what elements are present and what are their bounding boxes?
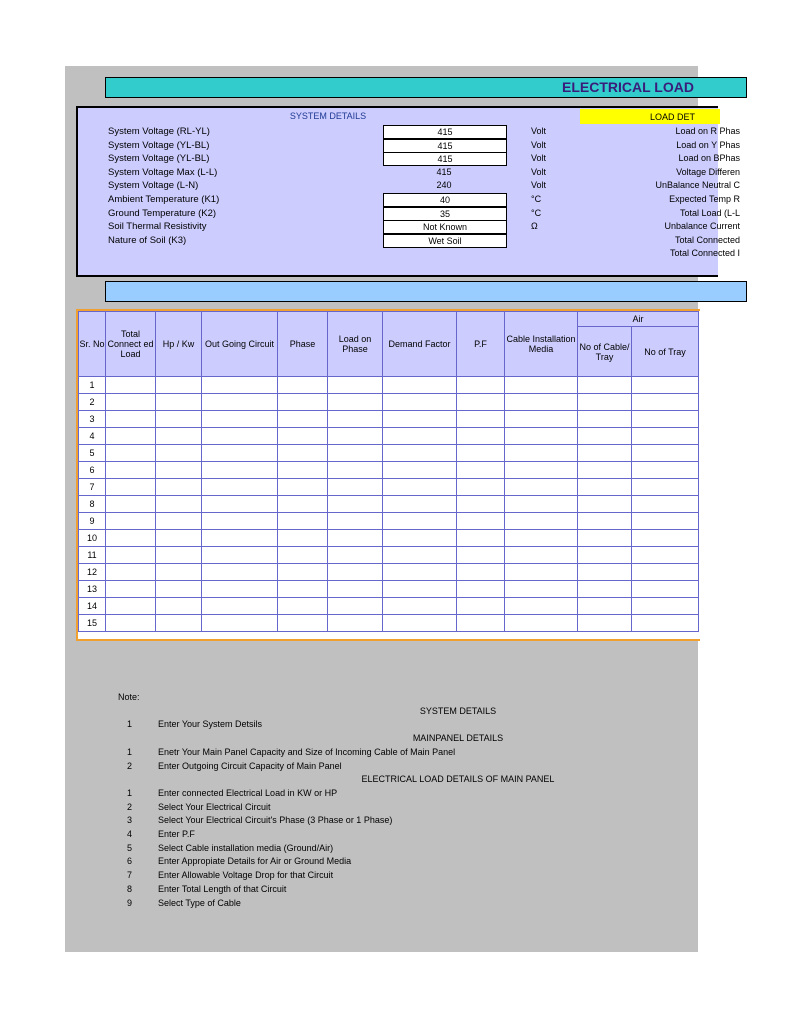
notes-text: Enter Appropiate Details for Air or Ground Media bbox=[158, 856, 352, 867]
table-cell[interactable] bbox=[202, 411, 278, 428]
load-detail-label: Expected Temp R bbox=[669, 194, 740, 204]
table-cell[interactable] bbox=[328, 615, 383, 632]
table-cell[interactable] bbox=[106, 598, 156, 615]
table-cell[interactable] bbox=[383, 411, 457, 428]
load-detail-label: Voltage Differen bbox=[676, 166, 740, 177]
table-cell[interactable] bbox=[202, 564, 278, 581]
table-cell[interactable] bbox=[505, 428, 578, 445]
table-cell[interactable] bbox=[505, 564, 578, 581]
table-cell[interactable] bbox=[632, 581, 699, 598]
row-number: 10 bbox=[79, 530, 106, 547]
table-row bbox=[79, 581, 699, 598]
notes-number: 1 bbox=[127, 746, 133, 757]
table-row bbox=[79, 428, 699, 445]
notes-number: 9 bbox=[127, 897, 133, 908]
table-cell[interactable] bbox=[106, 496, 156, 513]
table-cell[interactable] bbox=[202, 547, 278, 564]
table-cell[interactable] bbox=[457, 394, 505, 411]
table-row bbox=[79, 530, 699, 547]
table-cell[interactable] bbox=[632, 496, 699, 513]
notes-text: Enetr Your Main Panel Capacity and Size of Incoming Cable of Main Panel bbox=[158, 746, 456, 757]
table-cell[interactable] bbox=[156, 513, 202, 530]
table-cell[interactable] bbox=[505, 479, 578, 496]
table-cell[interactable] bbox=[328, 411, 383, 428]
notes-text: Enter Your System Detsils bbox=[158, 719, 263, 730]
table-cell[interactable] bbox=[578, 377, 632, 394]
table-cell[interactable] bbox=[383, 581, 457, 598]
row-number: 9 bbox=[79, 513, 106, 530]
table-cell[interactable] bbox=[383, 530, 457, 547]
header-load-on-phase: Load on Phase bbox=[328, 312, 383, 377]
system-detail-unit: Volt bbox=[531, 153, 547, 164]
table-cell[interactable] bbox=[457, 547, 505, 564]
table-cell[interactable] bbox=[106, 581, 156, 598]
table-cell[interactable] bbox=[328, 479, 383, 496]
table-cell[interactable] bbox=[457, 377, 505, 394]
load-detail-label: Load on R Phas bbox=[675, 126, 740, 136]
table-cell[interactable] bbox=[578, 462, 632, 479]
system-detail-label: System Voltage (YL-BL) bbox=[108, 153, 210, 165]
notes-number: 2 bbox=[127, 760, 133, 771]
table-cell[interactable] bbox=[156, 462, 202, 479]
table-cell[interactable] bbox=[202, 598, 278, 615]
table-cell[interactable] bbox=[632, 411, 699, 428]
table-cell[interactable] bbox=[457, 462, 505, 479]
notes-text: Select Cable installation media (Ground/Air) bbox=[158, 842, 334, 853]
table-cell[interactable] bbox=[457, 411, 505, 428]
table-cell[interactable] bbox=[578, 428, 632, 445]
table-cell[interactable] bbox=[106, 411, 156, 428]
table-row bbox=[79, 564, 699, 581]
load-details-panel bbox=[578, 106, 740, 277]
table-cell[interactable] bbox=[278, 445, 328, 462]
table-cell[interactable] bbox=[278, 462, 328, 479]
table-cell[interactable] bbox=[328, 530, 383, 547]
table-cell[interactable] bbox=[278, 394, 328, 411]
table-cell[interactable] bbox=[457, 513, 505, 530]
table-cell[interactable] bbox=[632, 530, 699, 547]
table-cell[interactable] bbox=[505, 377, 578, 394]
table-cell[interactable] bbox=[578, 411, 632, 428]
table-row bbox=[79, 615, 699, 632]
load-detail-label: Total Connected bbox=[674, 234, 740, 245]
table-cell[interactable] bbox=[632, 564, 699, 581]
table-cell[interactable] bbox=[632, 377, 699, 394]
system-detail-value[interactable]: Not Known bbox=[383, 220, 507, 234]
table-cell[interactable] bbox=[632, 547, 699, 564]
table-cell[interactable] bbox=[156, 547, 202, 564]
table-cell[interactable] bbox=[278, 581, 328, 598]
header-outgoing-circuit: Out Going Circuit bbox=[202, 312, 278, 377]
table-cell[interactable] bbox=[505, 394, 578, 411]
header-cable-installation-media: Cable Installation Media bbox=[505, 312, 578, 377]
table-cell[interactable] bbox=[106, 547, 156, 564]
header-no-of-tray: No of Tray bbox=[632, 327, 699, 377]
table-cell[interactable] bbox=[202, 513, 278, 530]
table-cell[interactable] bbox=[578, 598, 632, 615]
table-row bbox=[79, 394, 699, 411]
notes-number: 2 bbox=[127, 801, 133, 812]
table-row bbox=[79, 462, 699, 479]
notes-text: Enter connected Electrical Load in KW or HP bbox=[158, 787, 338, 798]
table-cell[interactable] bbox=[383, 462, 457, 479]
table-cell[interactable] bbox=[328, 445, 383, 462]
load-detail-label: Load on BPhas bbox=[678, 153, 740, 164]
table-cell[interactable] bbox=[505, 445, 578, 462]
notes-heading: ELECTRICAL LOAD DETAILS OF MAIN PANEL bbox=[361, 774, 555, 785]
notes-heading: SYSTEM DETAILS bbox=[419, 705, 497, 716]
table-cell[interactable] bbox=[202, 377, 278, 394]
header-total-connected-load: Total Connect ed Load bbox=[106, 312, 156, 377]
system-detail-value: 240 bbox=[436, 180, 452, 191]
notes-number: 3 bbox=[127, 815, 133, 826]
row-number: 15 bbox=[79, 615, 106, 632]
table-cell[interactable] bbox=[106, 377, 156, 394]
system-detail-label: Nature of Soil (K3) bbox=[108, 234, 187, 246]
table-cell[interactable] bbox=[278, 377, 328, 394]
notes-text: Enter Total Length of that Circuit bbox=[158, 883, 287, 894]
table-cell[interactable] bbox=[278, 615, 328, 632]
notes-number: 8 bbox=[127, 883, 133, 894]
load-detail-label: Total Connected I bbox=[669, 248, 740, 259]
table-cell[interactable] bbox=[505, 513, 578, 530]
table-cell[interactable] bbox=[156, 479, 202, 496]
table-cell[interactable] bbox=[505, 581, 578, 598]
table-cell[interactable] bbox=[383, 513, 457, 530]
table-cell[interactable] bbox=[278, 530, 328, 547]
load-table bbox=[78, 311, 699, 632]
table-cell[interactable] bbox=[156, 394, 202, 411]
table-cell[interactable] bbox=[328, 394, 383, 411]
table-cell[interactable] bbox=[632, 479, 699, 496]
table-cell[interactable] bbox=[328, 496, 383, 513]
table-cell[interactable] bbox=[278, 479, 328, 496]
table-cell[interactable] bbox=[383, 394, 457, 411]
row-number: 14 bbox=[79, 598, 106, 615]
load-detail-label: UnBalance Neutral C bbox=[655, 180, 740, 191]
row-number: 12 bbox=[79, 564, 106, 581]
system-detail-label: System Voltage Max (L-L) bbox=[108, 166, 218, 178]
row-number: 8 bbox=[79, 496, 106, 513]
header-sr-no: Sr. No bbox=[79, 312, 106, 377]
table-cell[interactable] bbox=[202, 615, 278, 632]
sheet-title: ELECTRICAL LOAD bbox=[562, 79, 694, 95]
table-cell[interactable] bbox=[106, 530, 156, 547]
table-cell[interactable] bbox=[328, 581, 383, 598]
table-row bbox=[79, 598, 699, 615]
row-number: 11 bbox=[79, 547, 106, 564]
system-detail-value[interactable]: 415 bbox=[383, 152, 507, 166]
table-cell[interactable] bbox=[106, 462, 156, 479]
system-detail-unit: Ω bbox=[531, 221, 538, 232]
table-cell[interactable] bbox=[505, 530, 578, 547]
table-cell[interactable] bbox=[328, 462, 383, 479]
table-cell[interactable] bbox=[106, 394, 156, 411]
table-cell[interactable] bbox=[383, 428, 457, 445]
table-cell[interactable] bbox=[578, 496, 632, 513]
notes-number: 6 bbox=[127, 856, 133, 867]
table-cell[interactable] bbox=[457, 615, 505, 632]
header-pf: P.F bbox=[457, 312, 505, 377]
table-cell[interactable] bbox=[156, 581, 202, 598]
table-row bbox=[79, 547, 699, 564]
notes-text: Enter Allowable Voltage Drop for that Circuit bbox=[158, 870, 334, 881]
row-number: 1 bbox=[79, 377, 106, 394]
table-cell[interactable] bbox=[202, 462, 278, 479]
table-cell[interactable] bbox=[383, 377, 457, 394]
row-number: 6 bbox=[79, 462, 106, 479]
system-detail-unit: Volt bbox=[531, 126, 547, 136]
table-cell[interactable] bbox=[632, 462, 699, 479]
table-cell[interactable] bbox=[278, 564, 328, 581]
notes-number: 7 bbox=[127, 870, 133, 881]
system-detail-label: Ambient Temperature (K1) bbox=[108, 194, 220, 205]
table-cell[interactable] bbox=[505, 411, 578, 428]
table-row bbox=[79, 479, 699, 496]
table-cell[interactable] bbox=[632, 598, 699, 615]
table-cell[interactable] bbox=[383, 564, 457, 581]
row-number: 7 bbox=[79, 479, 106, 496]
table-cell[interactable] bbox=[578, 394, 632, 411]
table-cell[interactable] bbox=[106, 615, 156, 632]
table-cell[interactable] bbox=[106, 445, 156, 462]
table-cell[interactable] bbox=[457, 598, 505, 615]
row-number: 4 bbox=[79, 428, 106, 445]
table-cell[interactable] bbox=[328, 564, 383, 581]
table-cell[interactable] bbox=[457, 479, 505, 496]
system-details-heading: SYSTEM DETAILS bbox=[289, 111, 367, 121]
table-cell[interactable] bbox=[578, 547, 632, 564]
load-table-body bbox=[79, 377, 699, 632]
notes-number: 1 bbox=[127, 787, 133, 798]
table-cell[interactable] bbox=[632, 394, 699, 411]
table-cell[interactable] bbox=[383, 615, 457, 632]
table-cell[interactable] bbox=[457, 581, 505, 598]
table-cell[interactable] bbox=[578, 581, 632, 598]
load-detail-label: Unbalance Current bbox=[664, 221, 740, 232]
table-cell[interactable] bbox=[328, 598, 383, 615]
table-cell[interactable] bbox=[156, 564, 202, 581]
table-cell[interactable] bbox=[505, 462, 578, 479]
table-cell[interactable] bbox=[383, 479, 457, 496]
table-cell[interactable] bbox=[156, 598, 202, 615]
table-cell[interactable] bbox=[457, 564, 505, 581]
system-detail-label: System Voltage (RL-YL) bbox=[108, 126, 210, 137]
table-row bbox=[79, 411, 699, 428]
table-cell[interactable] bbox=[328, 547, 383, 564]
table-cell[interactable] bbox=[278, 428, 328, 445]
load-detail-label: Total Load (L-L bbox=[679, 207, 740, 218]
table-cell[interactable] bbox=[328, 428, 383, 445]
system-detail-label: System Voltage (L-N) bbox=[108, 180, 199, 192]
table-cell[interactable] bbox=[278, 411, 328, 428]
system-detail-label: System Voltage (YL-BL) bbox=[108, 139, 210, 151]
notes-text: Select Your Electrical Circuit bbox=[158, 801, 271, 812]
table-cell[interactable] bbox=[156, 445, 202, 462]
section-header-bar bbox=[105, 281, 747, 302]
table-cell[interactable] bbox=[457, 428, 505, 445]
system-detail-value: 415 bbox=[436, 166, 452, 177]
system-detail-value[interactable]: 415 bbox=[383, 125, 507, 139]
notes-number: 5 bbox=[127, 842, 133, 853]
notes-text: Enter P.F bbox=[158, 829, 195, 839]
spreadsheet-sheet bbox=[65, 66, 740, 952]
table-cell[interactable] bbox=[106, 564, 156, 581]
table-cell[interactable] bbox=[632, 615, 699, 632]
table-cell[interactable] bbox=[328, 513, 383, 530]
table-cell[interactable] bbox=[106, 513, 156, 530]
system-detail-unit: Volt bbox=[531, 180, 547, 191]
table-cell[interactable] bbox=[383, 547, 457, 564]
table-cell[interactable] bbox=[457, 496, 505, 513]
row-number: 5 bbox=[79, 445, 106, 462]
table-cell[interactable] bbox=[505, 615, 578, 632]
header-demand-factor: Demand Factor bbox=[383, 312, 457, 377]
notes-number: 1 bbox=[127, 719, 133, 730]
header-hp-kw: Hp / Kw bbox=[156, 312, 202, 377]
table-cell[interactable] bbox=[202, 496, 278, 513]
table-cell[interactable] bbox=[278, 547, 328, 564]
table-cell[interactable] bbox=[156, 377, 202, 394]
system-detail-label: Soil Thermal Resistivity bbox=[108, 221, 207, 233]
table-cell[interactable] bbox=[202, 394, 278, 411]
table-cell[interactable] bbox=[578, 615, 632, 632]
table-cell[interactable] bbox=[578, 445, 632, 462]
load-details-heading: LOAD DET bbox=[650, 112, 696, 122]
table-cell[interactable] bbox=[578, 564, 632, 581]
table-cell[interactable] bbox=[632, 428, 699, 445]
system-detail-unit: °C bbox=[531, 194, 542, 204]
header-no-of-cable-tray: No of Cable/ Tray bbox=[578, 327, 632, 377]
table-cell[interactable] bbox=[505, 598, 578, 615]
notes-label: Note: bbox=[118, 692, 140, 702]
notes-text: Enter Outgoing Circuit Capacity of Main Panel bbox=[158, 760, 342, 771]
table-cell[interactable] bbox=[278, 496, 328, 513]
table-cell[interactable] bbox=[156, 530, 202, 547]
table-cell[interactable] bbox=[383, 496, 457, 513]
table-cell[interactable] bbox=[202, 530, 278, 547]
load-table-wrap bbox=[76, 309, 700, 641]
table-cell[interactable] bbox=[457, 530, 505, 547]
table-cell[interactable] bbox=[457, 445, 505, 462]
notes-number: 4 bbox=[127, 829, 133, 839]
header-air: Air bbox=[578, 312, 699, 327]
table-cell[interactable] bbox=[383, 445, 457, 462]
table-row bbox=[79, 513, 699, 530]
notes-text: Select Your Electrical Circuit's Phase (3 Phase or 1 Phase) bbox=[158, 815, 393, 826]
table-cell[interactable] bbox=[202, 581, 278, 598]
system-detail-value[interactable]: 35 bbox=[383, 207, 507, 221]
system-detail-label: Ground Temperature (K2) bbox=[108, 207, 217, 219]
table-cell[interactable] bbox=[505, 547, 578, 564]
notes-heading: MAINPANEL DETAILS bbox=[412, 733, 504, 744]
table-cell[interactable] bbox=[505, 496, 578, 513]
table-cell[interactable] bbox=[278, 598, 328, 615]
table-cell[interactable] bbox=[156, 411, 202, 428]
table-cell[interactable] bbox=[383, 598, 457, 615]
table-cell[interactable] bbox=[106, 479, 156, 496]
table-cell[interactable] bbox=[632, 445, 699, 462]
table-cell[interactable] bbox=[202, 428, 278, 445]
load-detail-label: Load on Y Phas bbox=[676, 139, 740, 150]
row-number: 2 bbox=[79, 394, 106, 411]
table-cell[interactable] bbox=[278, 513, 328, 530]
system-detail-value[interactable]: 415 bbox=[383, 139, 507, 153]
system-detail-unit: Volt bbox=[531, 139, 547, 150]
row-number: 3 bbox=[79, 411, 106, 428]
table-cell[interactable] bbox=[202, 445, 278, 462]
row-number: 13 bbox=[79, 581, 106, 598]
table-cell[interactable] bbox=[578, 513, 632, 530]
table-cell[interactable] bbox=[578, 530, 632, 547]
table-cell[interactable] bbox=[578, 479, 632, 496]
table-row bbox=[79, 377, 699, 394]
table-cell[interactable] bbox=[632, 513, 699, 530]
table-cell[interactable] bbox=[156, 615, 202, 632]
system-details-panel bbox=[76, 106, 580, 277]
table-cell[interactable] bbox=[156, 428, 202, 445]
table-row bbox=[79, 445, 699, 462]
system-detail-unit: Volt bbox=[531, 166, 547, 177]
system-detail-value[interactable]: 40 bbox=[383, 193, 507, 207]
table-cell[interactable] bbox=[156, 496, 202, 513]
notes-text: Select Type of Cable bbox=[158, 897, 241, 908]
title-bar bbox=[105, 77, 747, 98]
table-cell[interactable] bbox=[106, 428, 156, 445]
system-detail-unit: °C bbox=[531, 207, 542, 218]
system-detail-value[interactable]: Wet Soil bbox=[383, 234, 507, 248]
table-cell[interactable] bbox=[202, 479, 278, 496]
header-phase: Phase bbox=[278, 312, 328, 377]
table-row bbox=[79, 496, 699, 513]
table-cell[interactable] bbox=[328, 377, 383, 394]
